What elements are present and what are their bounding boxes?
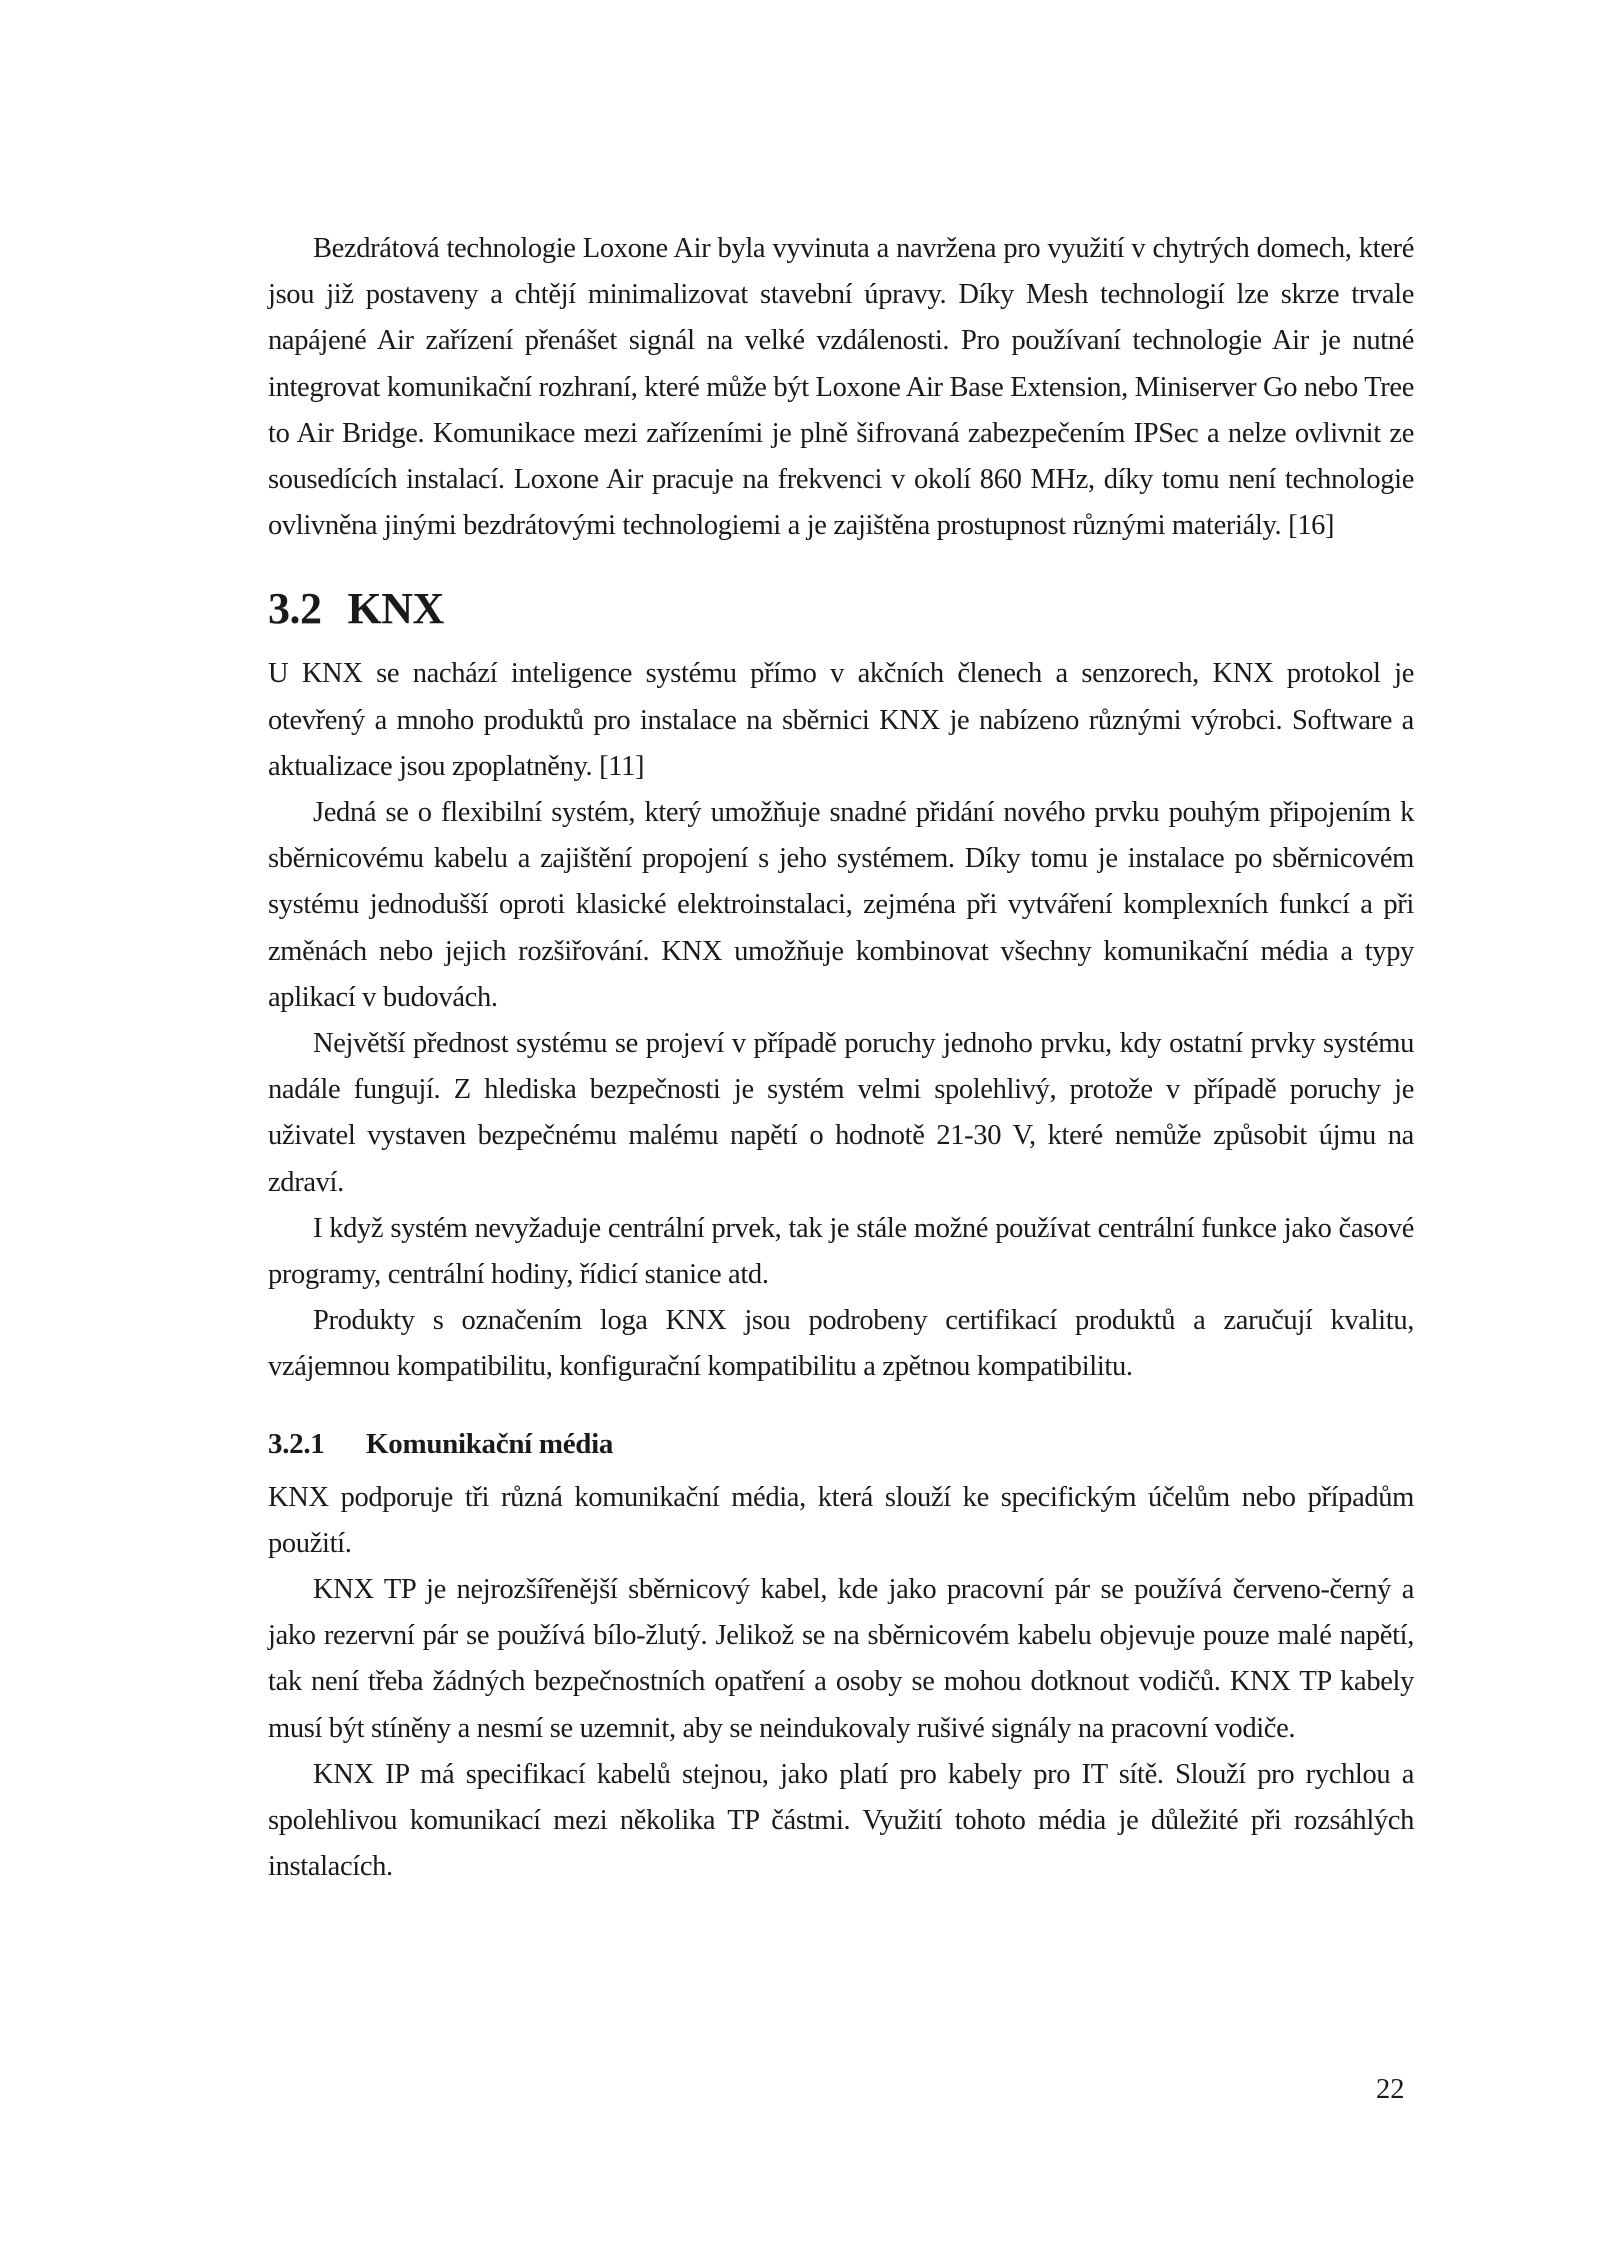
paragraph-loxone-air: Bezdrátová technologie Loxone Air byla vyvinuta a navržena pro využití v chytrých domech, které jsou již postaveny a chtějí minimalizovat stavební úpravy. Díky Mesh technologií lze skrze trvale napájené Air zařízení přenášet signál na velké vzdálenosti. Pro používaní technologie Air je nutné integrovat komunikační rozhraní, které může být Loxone Air Base Extension, Miniserver Go nebo Tree to Air Bridge. Komunikace mezi zařízeními je plně šifrovaná zabezpečením IPSec a nelze ovlivnit ze sousedících instalací. Loxone Air pracuje na frekvenci v okolí 860 MHz, díky tomu není technologie ovlivněna jinými bezdrátovými technologiemi a je zajištěna prostupnost různými materiály. [16] <box>268 233 1414 542</box>
document-page <box>268 226 1414 1891</box>
paragraph-knx-certification: Produkty s označením loga KNX jsou podrobeny certifikací produktů a zaručují kvalitu, vzájemnou kompatibilitu, konfigurační kompatibilitu a zpětnou kompatibilitu. <box>268 1305 1414 1383</box>
paragraph-knx-central: I když systém nevyžaduje centrální prvek, tak je stále možné používat centrální funkce jako časové programy, centrální hodiny, řídicí stanice atd. <box>268 1212 1414 1291</box>
paragraph-knx-tp: KNX TP je nejrozšířenější sběrnicový kabel, kde jako pracovní pár se používá červeno-černý a jako rezervní pár se používá bílo-žlutý. Jelikož se na sběrnicovém kabelu objevuje pouze malé napětí, tak není třeba žádných bezpečnostních opatření a osoby se mohou dotknout vodičů. KNX TP kabely musí být stíněny a nesmí se uzemnit, aby se neindukovaly rušivé signály na pracovní vodiče. <box>268 1574 1414 1744</box>
paragraph-knx-advantage: Největší přednost systému se projeví v případě poruchy jednoho prvku, kdy ostatní prvky systému nadále fungují. Z hlediska bezpečnosti je systém velmi spolehlivý, protože v případě poruchy je uživatel vystaven bezpečnému malému napětí o hodnotě 21-30 V, které nemůže způsobit újmu na zdraví. <box>268 1028 1414 1198</box>
section-title: KNX <box>347 584 444 634</box>
paragraph-knx-ip: KNX IP má specifikací kabelů stejnou, jako platí pro kabely pro IT sítě. Slouží pro rychlou a spolehlivou komunikací mezi několika TP částmi. Využití tohoto média je důležité při rozsáhlých instalacích. <box>268 1758 1414 1883</box>
section-heading-knx <box>268 579 1414 639</box>
paragraph-knx-intro: U KNX se nachází inteligence systému přímo v akčních členech a senzorech, KNX protokol je otevřený a mnoho produktů pro instalace na sběrnici KNX je nabízeno různými výrobci. Software a aktualizace jsou zpoplatněny. [11] <box>268 658 1414 782</box>
section-number: 3.2 <box>268 584 322 634</box>
subsection-heading-media <box>268 1421 1414 1467</box>
page-number: 22 <box>1376 2074 1405 2105</box>
subsection-number: 3.2.1 <box>268 1427 325 1460</box>
paragraph-media-intro: KNX podporuje tři různá komunikační média, která slouží ke specifickým účelům nebo případům použití. <box>268 1481 1414 1559</box>
subsection-title: Komunikační média <box>366 1427 614 1460</box>
paragraph-knx-flexible: Jedná se o flexibilní systém, který umožňuje snadné přidání nového prvku pouhým připojením k sběrnicovému kabelu a zajištění propojení s jeho systémem. Díky tomu je instalace po sběrnicovém systému jednodušší oproti klasické elektroinstalaci, zejména při vytváření komplexních funkcí a při změnách nebo jejich rozšiřování. KNX umožňuje kombinovat všechny komunikační média a typy aplikací v budovách. <box>268 797 1414 1013</box>
